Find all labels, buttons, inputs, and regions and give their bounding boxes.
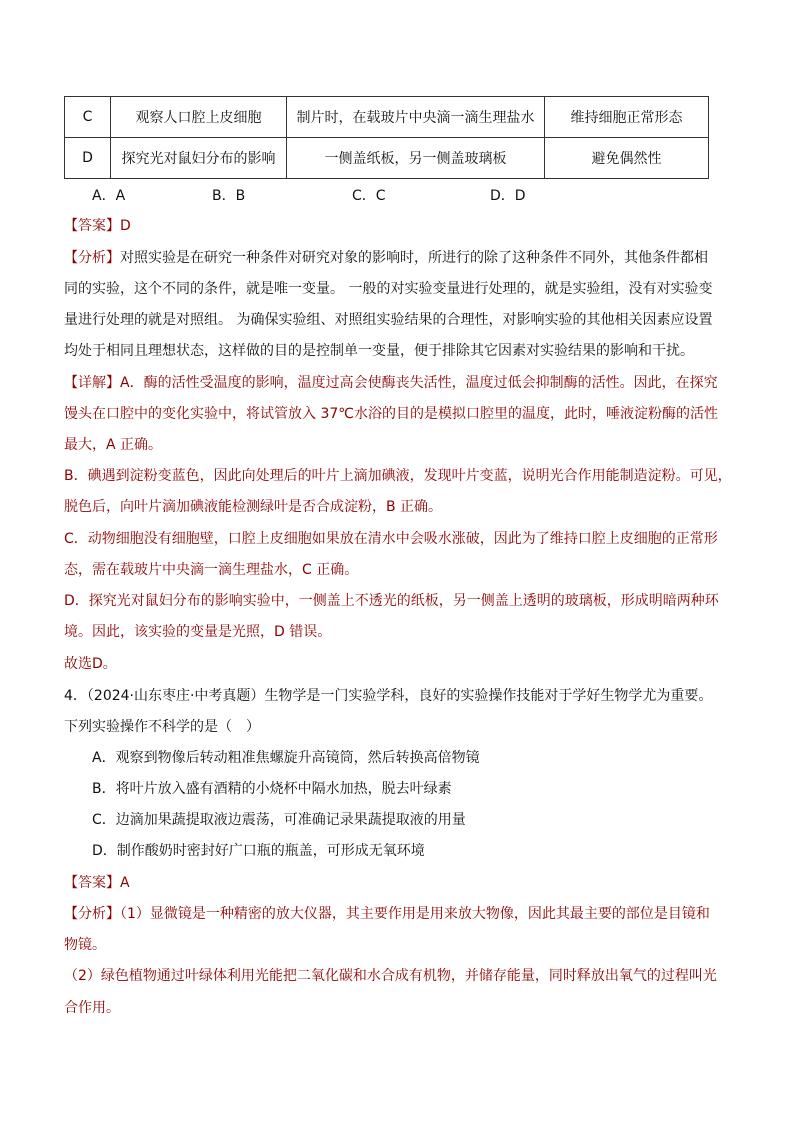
analysis-tag: 【分析】 [64,250,120,266]
answer-tag: 【答案】 [64,218,120,234]
option-d: D．D [490,188,526,204]
row-purpose: 维持细胞正常形态 [545,97,709,138]
q4-stem-line: 4．（2024·山东枣庄·中考真题）生物学是一门实验学科，良好的实验操作技能对于学好生物学尤为重要。 [64,688,713,704]
q3-answer [64,216,131,236]
row-letter: D [65,138,111,179]
q4-option-d: D．制作酸奶时密封好广口瓶的瓶盖，可形成无氧环境 [92,843,425,859]
q3-detail-line: 脱色后，向叶片滴加碘液能检测绿叶是否合成淀粉，B 正确。 [64,499,443,515]
q4-option-a: A．观察到物像后转动粗准焦螺旋升高镜筒，然后转换高倍物镜 [92,750,480,766]
q3-detail-line: 态，需在载玻片中央滴一滴生理盐水，C 正确。 [64,562,359,578]
detail-tag: 【详解】 [64,375,120,391]
q4-analysis-line: （2）绿色植物通过叶绿体利用光能把二氧化碳和水合成有机物，并储存能量，同时释放出氧气的过程叫光 [64,968,717,984]
q3-options [92,186,526,206]
table-row [65,138,709,179]
q4-analysis-line: 合作用。 [64,1000,120,1016]
q3-detail-line [64,373,718,393]
q3-detail-line: D．探究光对鼠妇分布的影响实验中，一侧盖上不透光的纸板，另一侧盖上透明的玻璃板，形成明暗两种环 [64,593,719,609]
q4-answer [64,873,130,893]
option-c: C．C [352,188,386,204]
analysis-tag: 【分析】 [64,906,120,922]
answer-tag: 【答案】 [64,875,120,891]
q3-analysis-line: 均处于相同且理想状态，这样做的目的是控制单一变量，便于排除其它因素对实验结果的影响和干扰。 [64,343,694,359]
q3-analysis-line [64,248,708,268]
q4-option-b: B．将叶片放入盛有酒精的小烧杯中隔水加热，脱去叶绿素 [92,781,452,797]
option-b: B．B [212,188,246,204]
q4-option-c: C．边滴加果蔬提取液边震荡，可准确记录果蔬提取液的用量 [92,812,466,828]
analysis-text: （1）显微镜是一种精密的放大仪器，其主要作用是用来放大物像，因此其最主要的部位是目镜和 [120,906,710,922]
detail-text: A．酶的活性受温度的影响，温度过高会使酶丧失活性，温度过低会抑制酶的活性。因此，在探究 [120,375,718,391]
q3-detail-line: C．动物细胞没有细胞壁，口腔上皮细胞如果放在清水中会吸水涨破，因此为了维持口腔上皮细胞的正常形 [64,531,718,547]
row-operation: 制片时，在载玻片中央滴一滴生理盐水 [287,97,545,138]
q4-analysis-line: 物镜。 [64,937,106,953]
row-operation: 一侧盖纸板，另一侧盖玻璃板 [287,138,545,179]
q3-conclusion: 故选D。 [64,656,117,672]
experiment-table [64,96,709,179]
q4-stem-line: 下列实验操作不科学的是（ ） [64,719,260,735]
table-row [65,97,709,138]
row-purpose: 避免偶然性 [545,138,709,179]
analysis-text: 对照实验是在研究一种条件对研究对象的影响时，所进行的除了这种条件不同外，其他条件都相 [120,250,708,266]
q3-detail-line: 馒头在口腔中的变化实验中，将试管放入 37℃水浴的目的是模拟口腔里的温度，此时，唾液淀粉酶的活性 [64,406,718,422]
q3-detail-line: 最大，A 正确。 [64,437,163,453]
option-a: A．A [92,188,126,204]
row-letter: C [65,97,111,138]
row-experiment: 观察人口腔上皮细胞 [111,97,287,138]
q4-analysis-line [64,904,710,924]
q3-detail-line: B．碘遇到淀粉变蓝色，因此向处理后的叶片上滴加碘液，发现叶片变蓝，说明光合作用能制造淀粉。可见， [64,468,732,484]
q3-analysis-line: 量进行处理的就是对照组。 为确保实验组、对照组实验结果的合理性，对影响实验的其他相关因素应设置 [64,312,713,328]
answer-value: A [120,875,130,891]
row-experiment: 探究光对鼠妇分布的影响 [111,138,287,179]
q3-analysis-line: 同的实验，这个不同的条件，就是唯一变量。 一般的对实验变量进行处理的，就是实验组，没有对实验变 [64,281,713,297]
q3-detail-line: 境。因此，该实验的变量是光照，D 错误。 [64,624,332,640]
answer-value: D [120,218,131,234]
